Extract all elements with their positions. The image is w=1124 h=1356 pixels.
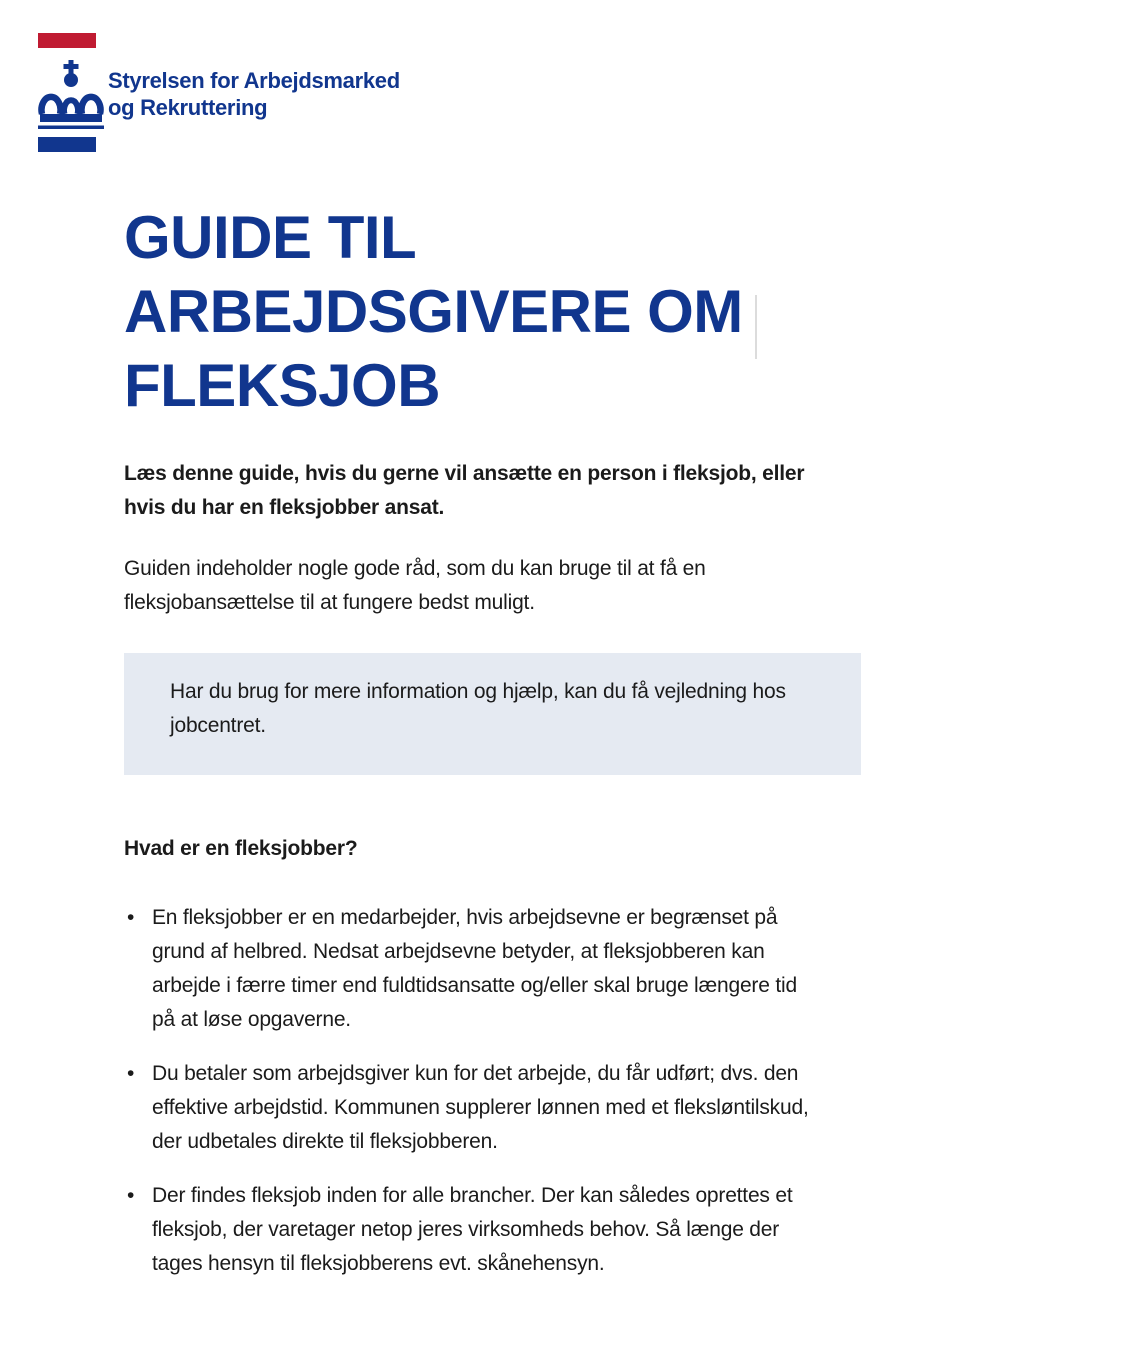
info-box-text: Har du brug for mere information og hjælp, kan du få vejledning hos jobcentret. [170, 680, 786, 737]
info-box [124, 653, 861, 775]
bullet-item: • Der findes fleksjob inden for alle brancher. Der kan således oprettes et fleksjob, der varetager netop jeres virksomheds behov. Så længe der tages hensyn til fleksjobberens evt. skånehensyn. [124, 1179, 864, 1281]
bullet-item: • En fleksjobber er en medarbejder, hvis arbejdsevne er begrænset på grund af helbred. Nedsat arbejdsevne betyder, at fleksjobberen kan arbejde i færre timer end fuldtidsansatte og/eller skal bruge længere tid på at løse opgaverne. [124, 901, 864, 1037]
intro-paragraph: Guiden indeholder nogle gode råd, som du kan bruge til at få en fleksjobansættelse til at fungere bedst muligt. [124, 557, 706, 614]
page-title: GUIDE TIL ARBEJDSGIVERE OM FLEKSJOB [124, 204, 743, 419]
section-heading: Hvad er en fleksjobber? [124, 837, 358, 860]
agency-logo [38, 33, 400, 152]
logo-row [38, 60, 400, 130]
agency-name: Styrelsen for Arbejdsmarked og Rekruttering [108, 68, 400, 120]
logo-red-bar [38, 33, 96, 48]
document-content [124, 201, 869, 1301]
bullet-list [124, 901, 864, 1281]
logo-blue-bar [38, 137, 96, 152]
intro-bold-paragraph: Læs denne guide, hvis du gerne vil ansætte en person i fleksjob, eller hvis du har en fleksjobber ansat. [124, 462, 805, 519]
bullet-item: • Du betaler som arbejdsgiver kun for det arbejde, du får udført; dvs. den effektive arbejdstid. Kommunen supplerer lønnen med et fleksløntilskud, der udbetales direkte til fleksjobberen. [124, 1057, 864, 1159]
crown-icon [38, 60, 104, 130]
